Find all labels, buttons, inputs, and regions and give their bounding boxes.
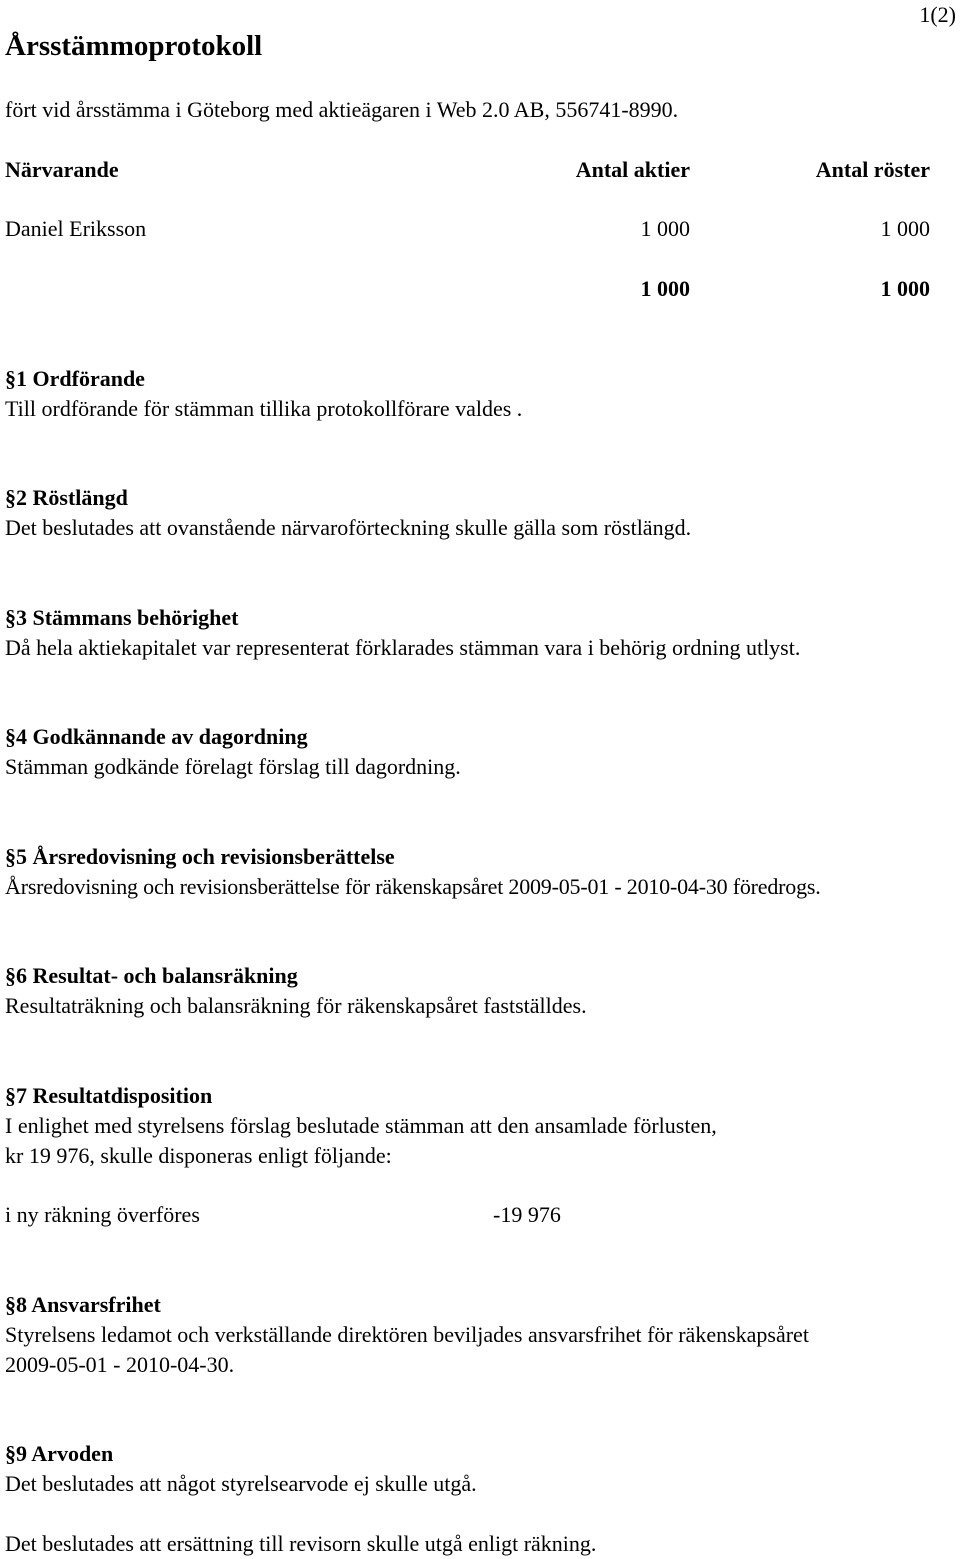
section-body-line: Styrelsens ledamot och verkställande direktören beviljades ansvarsfrihet för räkenskapsåret: [5, 1322, 809, 1347]
section-heading: §3 Stämmans behörighet: [5, 605, 239, 630]
section-body-line: Det beslutades att ersättning till revisorn skulle utgå enligt räkning.: [5, 1531, 597, 1556]
disposition-label: i ny räkning överföres: [5, 1202, 200, 1227]
col-header-attendee: Närvarande: [5, 157, 119, 182]
section-body-line: I enlighet med styrelsens förslag beslutade stämman att den ansamlade förlusten,: [5, 1113, 717, 1138]
section-heading: §1 Ordförande: [5, 366, 145, 391]
section-body-line: Till ordförande för stämman tillika protokollförare valdes .: [5, 396, 523, 421]
section-body-line: Då hela aktiekapitalet var representerat förklarades stämman vara i behörig ordning utlyst.: [5, 635, 801, 660]
disposition-amount: -19 976: [493, 1202, 561, 1227]
section-heading: §9 Arvoden: [5, 1441, 114, 1466]
attendee-votes: 1 000: [880, 216, 930, 241]
document-title: Årsstämmoprotokoll: [5, 30, 263, 62]
col-header-votes: Antal röster: [815, 157, 930, 182]
document-subtitle: fört vid årsstämma i Göteborg med aktieägaren i Web 2.0 AB, 556741-8990.: [5, 97, 679, 122]
attendee-shares: 1 000: [640, 216, 690, 241]
attendee-name: Daniel Eriksson: [5, 216, 147, 241]
col-header-shares: Antal aktier: [575, 157, 690, 182]
section-heading: §6 Resultat- och balansräkning: [5, 963, 298, 988]
section-body-line: kr 19 976, skulle disponeras enligt följande:: [5, 1143, 392, 1168]
section-body-line: Stämman godkände förelagt förslag till dagordning.: [5, 754, 461, 779]
section-heading: §2 Röstlängd: [5, 485, 128, 510]
section-body-line: Det beslutades att ovanstående närvaroförteckning skulle gälla som röstlängd.: [5, 515, 692, 540]
section-heading: §4 Godkännande av dagordning: [5, 724, 308, 749]
total-shares: 1 000: [640, 276, 690, 301]
section-body-line: Det beslutades att något styrelsearvode ej skulle utgå.: [5, 1471, 477, 1496]
total-votes: 1 000: [880, 276, 930, 301]
section-heading: §8 Ansvarsfrihet: [5, 1292, 161, 1317]
section-heading: §5 Årsredovisning och revisionsberättelse: [5, 844, 395, 869]
section-heading: §7 Resultatdisposition: [5, 1083, 213, 1108]
section-body-line: 2009-05-01 - 2010-04-30.: [5, 1352, 235, 1377]
section-body-line: Årsredovisning och revisionsberättelse för räkenskapsåret 2009-05-01 - 2010-04-30 föredrogs.: [5, 874, 821, 899]
page-number: 1(2): [919, 2, 956, 27]
section-body-line: Resultaträkning och balansräkning för räkenskapsåret fastställdes.: [5, 993, 587, 1018]
